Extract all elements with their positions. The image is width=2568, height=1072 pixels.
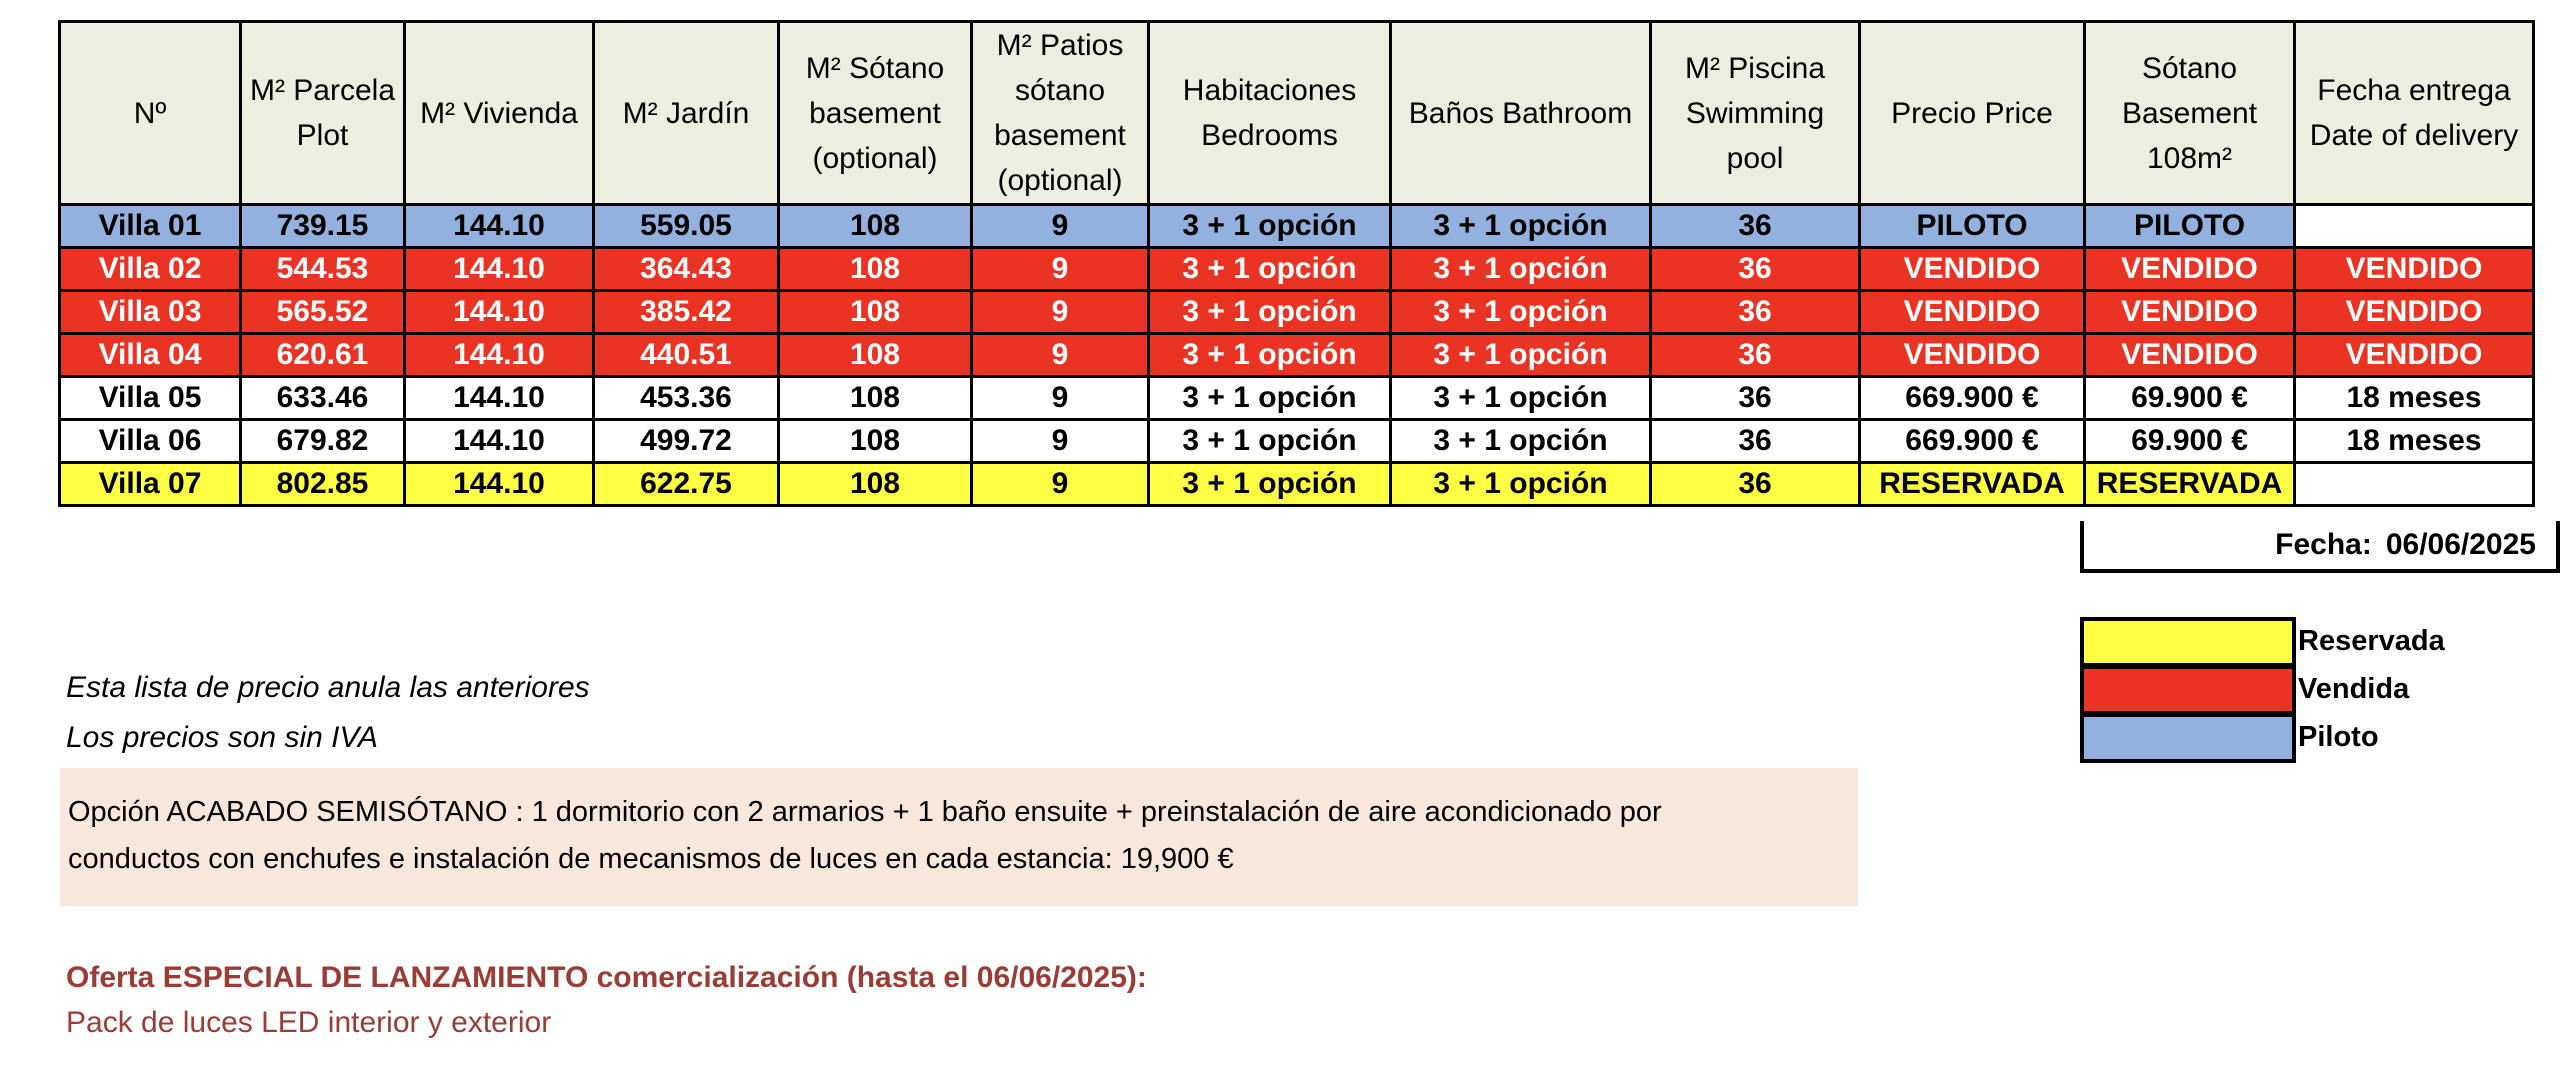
table-cell: Villa 05 [60,377,241,420]
legend-swatch [2080,713,2296,763]
table-cell: 620.61 [241,334,405,377]
header-bathroom: Baños Bathroom [1391,22,1651,205]
table-cell: 669.900 € [1860,377,2085,420]
table-cell: 9 [972,420,1149,463]
legend-swatch [2080,617,2296,667]
table-cell [2295,463,2534,506]
table-cell: 3 + 1 opción [1149,377,1391,420]
table-cell: 3 + 1 opción [1391,248,1651,291]
table-cell: 802.85 [241,463,405,506]
table-cell: Villa 06 [60,420,241,463]
table-cell: 679.82 [241,420,405,463]
table-row [60,205,2534,248]
table-cell: Villa 03 [60,291,241,334]
header-no: Nº [60,22,241,205]
table-cell: 3 + 1 opción [1149,248,1391,291]
table-cell: 36 [1651,248,1860,291]
header-pool: M² Piscina Swimming pool [1651,22,1860,205]
table-cell: 108 [779,248,972,291]
table-cell: 544.53 [241,248,405,291]
header-bedrooms: Habitaciones Bedrooms [1149,22,1391,205]
table-cell: 622.75 [594,463,779,506]
table-cell: Villa 02 [60,248,241,291]
table-cell: 9 [972,205,1149,248]
table-cell: 3 + 1 opción [1149,334,1391,377]
offer-title: Oferta ESPECIAL DE LANZAMIENTO comercialización (hasta el 06/06/2025): [66,961,1147,994]
table-cell: 108 [779,420,972,463]
table-cell: 440.51 [594,334,779,377]
table-cell: VENDIDO [2295,248,2534,291]
table-header-row [60,22,2534,205]
table-row [60,248,2534,291]
table-cell: 9 [972,377,1149,420]
table-body [60,205,2534,506]
table-row [60,420,2534,463]
table-cell: VENDIDO [1860,291,2085,334]
table-cell: VENDIDO [2295,291,2534,334]
table-cell: 108 [779,334,972,377]
header-jardin: M² Jardín [594,22,779,205]
table-row [60,463,2534,506]
table-cell: 144.10 [405,420,594,463]
option-line-1: Opción ACABADO SEMISÓTANO : 1 dormitorio con 2 armarios + 1 baño ensuite + preinstalación de aire acondicionado por [68,796,1662,828]
header-patios: M² Patios sótano basement (optional) [972,22,1149,205]
table-cell: 108 [779,205,972,248]
basement-option-box [60,768,1858,906]
header-sotano: M² Sótano basement (optional) [779,22,972,205]
header-basement-price: Sótano Basement 108m² [2085,22,2295,205]
offer-text: Pack de luces LED interior y exterior [66,1006,552,1039]
table-cell: 3 + 1 opción [1391,420,1651,463]
table-cell: 69.900 € [2085,420,2295,463]
table-cell: 9 [972,334,1149,377]
date-value: 06/06/2025 [2385,528,2536,561]
table-cell: Villa 07 [60,463,241,506]
table-cell: VENDIDO [1860,248,2085,291]
table-cell: 9 [972,291,1149,334]
table-cell: 69.900 € [2085,377,2295,420]
table-cell: 3 + 1 opción [1391,463,1651,506]
header-plot: M² Parcela Plot [241,22,405,205]
note-vat: Los precios son sin IVA [66,721,378,754]
table-cell: 108 [779,291,972,334]
table-cell: 385.42 [594,291,779,334]
table-cell: 739.15 [241,205,405,248]
table-cell: 3 + 1 opción [1149,463,1391,506]
table-cell: 144.10 [405,291,594,334]
date-label: Fecha: [2275,528,2372,561]
table-cell: 9 [972,463,1149,506]
header-delivery: Fecha entrega Date of delivery [2295,22,2534,205]
table-cell: 36 [1651,205,1860,248]
table-cell: 144.10 [405,205,594,248]
table-row [60,377,2534,420]
table-row [60,334,2534,377]
table-cell: 3 + 1 opción [1391,377,1651,420]
table-cell: 3 + 1 opción [1149,205,1391,248]
table-cell: 499.72 [594,420,779,463]
legend-label: Piloto [2298,721,2379,753]
table-cell: 453.36 [594,377,779,420]
table-cell: VENDIDO [2085,334,2295,377]
table-cell: 36 [1651,463,1860,506]
table-cell: 3 + 1 opción [1391,291,1651,334]
table-cell: 108 [779,377,972,420]
table-cell: 144.10 [405,463,594,506]
table-cell: 633.46 [241,377,405,420]
table-cell: 3 + 1 opción [1149,291,1391,334]
table-cell: RESERVADA [2085,463,2295,506]
table-cell: 3 + 1 opción [1391,205,1651,248]
note-supersedes: Esta lista de precio anula las anteriores [66,671,590,704]
table-cell: 565.52 [241,291,405,334]
table-row [60,291,2534,334]
table-cell: 144.10 [405,334,594,377]
price-table [58,20,2535,507]
table-cell: 36 [1651,377,1860,420]
table-cell: 364.43 [594,248,779,291]
legend-swatch [2080,665,2296,715]
table-cell: 3 + 1 opción [1391,334,1651,377]
table-cell: 108 [779,463,972,506]
option-line-2: conductos con enchufes e instalación de mecanismos de luces en cada estancia: 19,900 € [68,843,1234,875]
header-price: Precio Price [1860,22,2085,205]
table-cell: 669.900 € [1860,420,2085,463]
header-vivienda: M² Vivienda [405,22,594,205]
table-cell: PILOTO [2085,205,2295,248]
table-cell: Villa 04 [60,334,241,377]
table-cell: 18 meses [2295,377,2534,420]
table-cell [2295,205,2534,248]
table-cell: VENDIDO [2295,334,2534,377]
table-cell: 36 [1651,291,1860,334]
table-cell: 144.10 [405,377,594,420]
table-cell: 36 [1651,420,1860,463]
table-cell: 3 + 1 opción [1149,420,1391,463]
legend-label: Reservada [2298,625,2445,657]
table-cell: VENDIDO [2085,248,2295,291]
table-cell: VENDIDO [1860,334,2085,377]
table-cell: VENDIDO [2085,291,2295,334]
table-cell: 18 meses [2295,420,2534,463]
date-box [2080,521,2560,573]
table-cell: RESERVADA [1860,463,2085,506]
table-cell: 9 [972,248,1149,291]
table-cell: 144.10 [405,248,594,291]
table-cell: PILOTO [1860,205,2085,248]
table-cell: Villa 01 [60,205,241,248]
table-cell: 36 [1651,334,1860,377]
legend-label: Vendida [2298,673,2410,705]
table-cell: 559.05 [594,205,779,248]
